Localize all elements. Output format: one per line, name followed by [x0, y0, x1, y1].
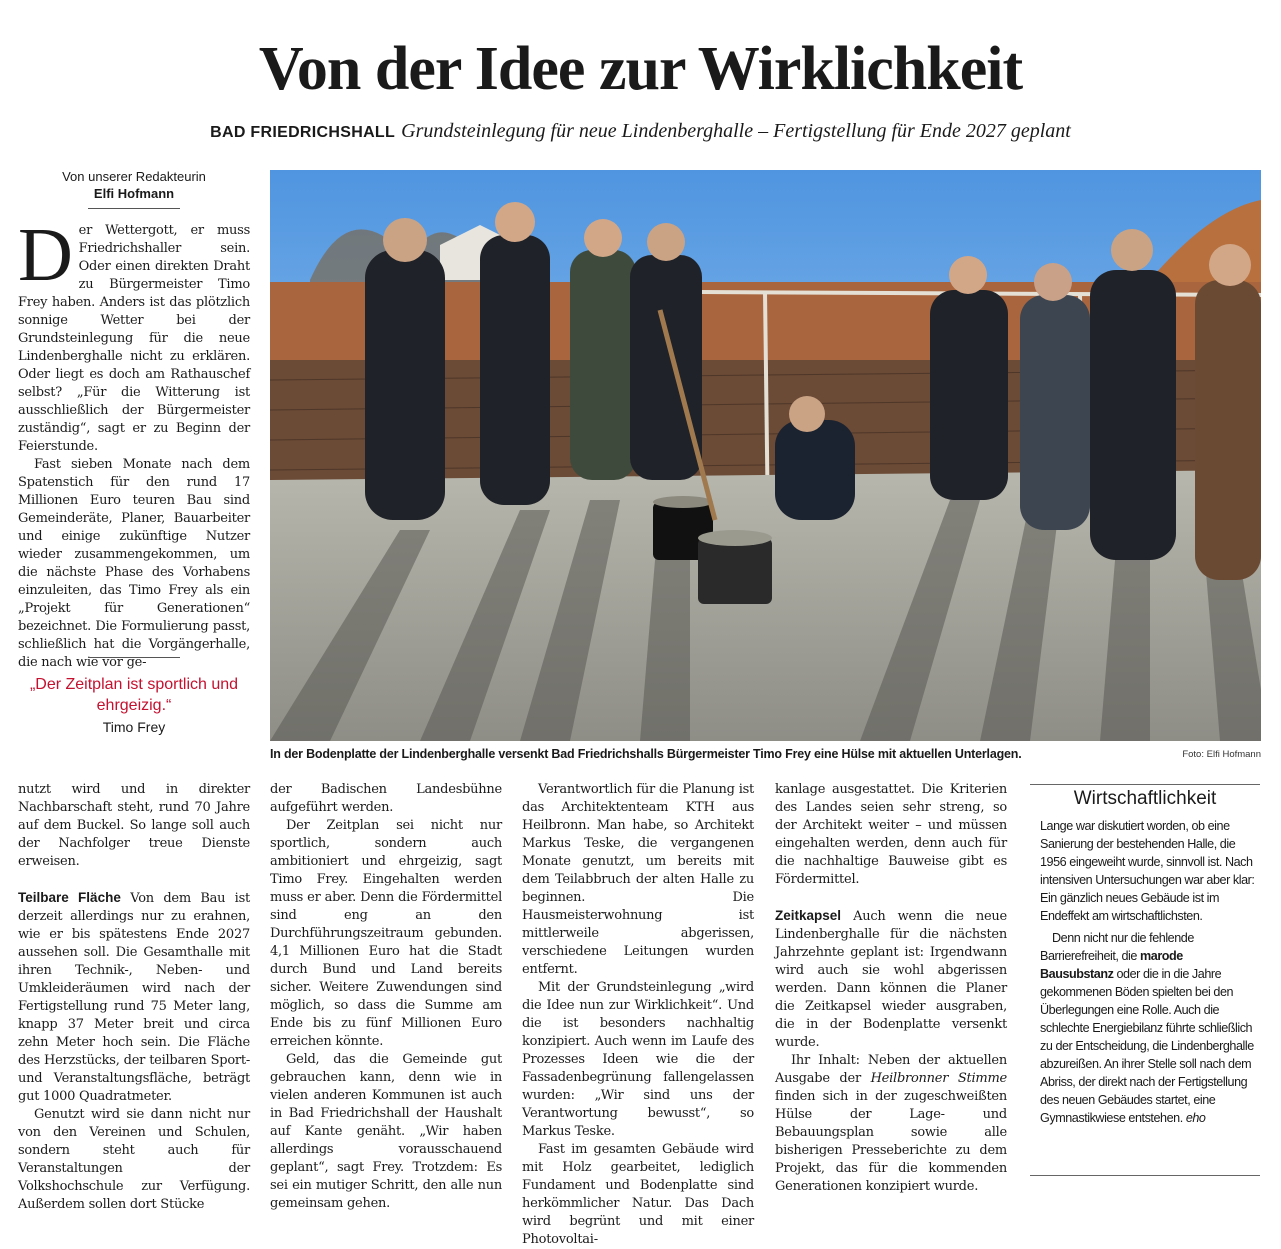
pullquote-divider — [88, 657, 180, 658]
paragraph: nutzt wird und in direkter Nachbarschaft steht, rund 70 Jahre auf dem Buckel. So lange soll auch der Nachfolger treue Dienste erweisen. — [18, 782, 250, 869]
article-column-3 — [270, 781, 502, 1213]
paragraph: Der Zeitplan sei nicht nur sportlich, sondern auch ambitioniert und ehrgeizig, sagt Timo Frey. Eingehalten werden muss er aber. Denn die Fördermittel sind eng an den Durchführungszeitraum gebunden. 4,1 Millionen Euro hat die Stadt durch Bund und Land bereits sicher. Weitere Zuwendungen sind möglich, so dass die Summe am Ende bis zu fünf Millionen Euro erreichen könnte. — [270, 818, 502, 1049]
paragraph-text: Auch wenn die neue Lindenberghalle für die nächsten Jahrzehnte geplant ist: Irgendwann wird auch sie wohl abgerissen werden. Dann können die Planer die Zeitkapsel wieder ausgraben, die in der Bodenplatte versenkt wurde. — [775, 909, 1007, 1050]
paragraph: Fast im gesamten Gebäude wird mit Holz gearbeitet, lediglich Fundament und Bodenplatte sind herkömmlicher Natur. Das Dach wird begrünt und mit einer Photovoltai- — [522, 1142, 754, 1247]
paragraph: Denn nicht nur die fehlende Barrierefreiheit, die marode Bausubstanz oder die in die Jahre gekommenen Böden spielten bei den Überlegungen eine Rolle. Auch die schlechte Energiebilanz führte schließlich zu der Entscheidung, die Lindenberghalle abzureißen. An ihrer Stelle soll nach dem Abriss, der direkt nach der Fertigstellung des neuen Gebäudes startet, eine Gymnastikwiese entstehen. eho — [1040, 931, 1254, 1125]
info-box-text — [1040, 817, 1255, 1127]
subheadline-row — [0, 118, 1281, 146]
info-box — [1030, 786, 1260, 1176]
photo-caption: In der Bodenplatte der Lindenberghalle versenkt Bad Friedrichshalls Bürgermeister Timo Frey eine Hülse mit aktuellen Unterlagen. — [270, 747, 1022, 761]
pullquote-author: Timo Frey — [102, 719, 166, 735]
drop-cap: D — [18, 213, 73, 297]
dateline: BAD FRIEDRICHSHALL — [210, 124, 396, 141]
subheading: Zeitkapsel — [775, 908, 842, 923]
paragraph: kanlage ausgestattet. Die Kriterien des Landes seien sehr streng, so der Architekt weiter – und müssen eingehalten werden, denn auch für die nachhaltige Bauweise gibt es Fördermittel. — [775, 782, 1007, 887]
highlight-text: marode Bausubstanz — [1040, 949, 1183, 981]
article-photo — [270, 170, 1261, 741]
article-column-5 — [775, 781, 1007, 1196]
info-box-top-rule — [1030, 784, 1260, 785]
byline-author: Elfi Hofmann — [93, 186, 175, 201]
paragraph: Fast sieben Monate nach dem Spatenstich für den rund 17 Millionen Euro teuren Bau sind Gemeinderäte, Planer, Bauarbeiter und einige zukünftige Nutzer wieder zusammengekommen, um die nächste Phase des Vorhabens einzuleiten, das Timo Frey als ein „Projekt für Generationen“ bezeichnet. Die Formulierung passt, schließlich hat die Vorgängerhalle, die nach wie vor ge- — [18, 457, 250, 670]
paragraph: Lange war diskutiert worden, ob eine Sanierung der bestehenden Halle, die 1956 eingeweiht wurde, sinnvoll ist. Nach intensiven Untersuchungen war aber klar: Ein gänzlich neues Gebäude ist im Endeffekt am wirtschaftlichsten. — [1040, 819, 1255, 923]
paragraph: Geld, das die Gemeinde gut gebrauchen kann, denn wie in vielen anderen Kommunen ist auch in Bad Friedrichshall der Haushalt auf Kante genäht. „Wir haben allerdings vorausschauend geplant“, sagt Frey. Trotzdem: Es sei ein mutiger Schritt, den alle nun gemeinsam gehen. — [270, 1052, 502, 1211]
author-sign: eho — [1185, 1111, 1206, 1125]
byline — [18, 168, 250, 202]
publication-name: Heilbronner Stimme — [870, 1071, 1007, 1086]
article-column-4 — [522, 781, 754, 1249]
paragraph: Ihr Inhalt: Neben der aktuellen Ausgabe der Heilbronner Stimme finden sich in der zugeschweißten Hülse der Lage- und Bebauungsplan sowie alle bisherigen Presseberichte zu dem Projekt, das für die kommenden Generationen konzipiert wurde. — [775, 1053, 1007, 1194]
pullquote: „Der Zeitplan ist sportlich und ehrgeizig.“ — [29, 676, 239, 714]
paragraph — [775, 907, 1007, 1052]
headline: Von der Idee zur Wirklichkeit — [258, 35, 1023, 103]
byline-divider — [88, 208, 180, 209]
paragraph: der Badischen Landesbühne aufgeführt werden. — [270, 782, 502, 815]
lead-paragraph: er Wettergott, er muss Friedrichshaller sein. Oder einen direkten Draht zu Bürgermeister Timo Frey haben. Anders ist das plötzlich sonnige Wetter bei der Grundsteinlegung für die neue Lindenberghalle nicht zu erklären. Oder liegt es doch am Rathauschef selbst? „Für die Witterung ist ausschließlich der Bürgermeister zuständig“, sagt er zu Beginn der Feierstunde. — [18, 223, 250, 454]
subheading: Teilbare Fläche — [18, 890, 121, 905]
paragraph — [18, 889, 250, 1106]
paragraph: Mit der Grundsteinlegung „wird die Idee nun zur Wirklichkeit“. Und die ist besonders nachhaltig konzipiert. Auch wenn im Laufe des Prozesses Ideen wie die der Fassadenbegrünung fallengelassen wurden: „Wir sind uns der Verantwortung bewusst“, so Markus Teske. — [522, 980, 754, 1139]
article-column-2 — [18, 781, 250, 1214]
info-box-title: Wirtschaftlichkeit — [1073, 788, 1217, 809]
info-box-bottom-rule — [1030, 1175, 1260, 1176]
paragraph-text: Von dem Bau ist derzeit allerdings nur zu erahnen, wie er bis spätestens Ende 2027 aussehen soll. Die Gesamthalle mit ihren Technik-, Neben- und Umkleideräumen wird nach der Fertigstellung rund 75 Meter lang, knapp 37 Meter breit und circa zehn Meter hoch sein. Die Fläche des Herzstücks, der teilbaren Sport- und Veranstaltungsfläche, beträgt gut 1000 Quadratmeter. — [18, 891, 250, 1104]
paragraph: Genutzt wird sie dann nicht nur von den Vereinen und Schulen, sondern steht auch für Veranstaltungen der Volkshochschule zur Verfügung. Außerdem sollen dort Stücke — [18, 1107, 250, 1212]
article-column-1 — [18, 213, 250, 672]
subheadline: Grundsteinlegung für neue Lindenberghalle – Fertigstellung für Ende 2027 geplant — [401, 120, 1071, 142]
paragraph: Verantwortlich für die Planung ist das Architektenteam KTH aus Heilbronn. Man habe, so Architekt Markus Teske, die vergangenen Monate genutzt, um bereits mit dem Teilabbruch der alten Halle zu beginnen. Die Hausmeisterwohnung ist mittlerweile abgerissen, verschiedene Leitungen wurden entfernt. — [522, 782, 754, 977]
byline-prefix: Von unserer Redakteurin — [62, 169, 206, 184]
photo-credit: Foto: Elfi Hofmann — [1182, 749, 1261, 760]
